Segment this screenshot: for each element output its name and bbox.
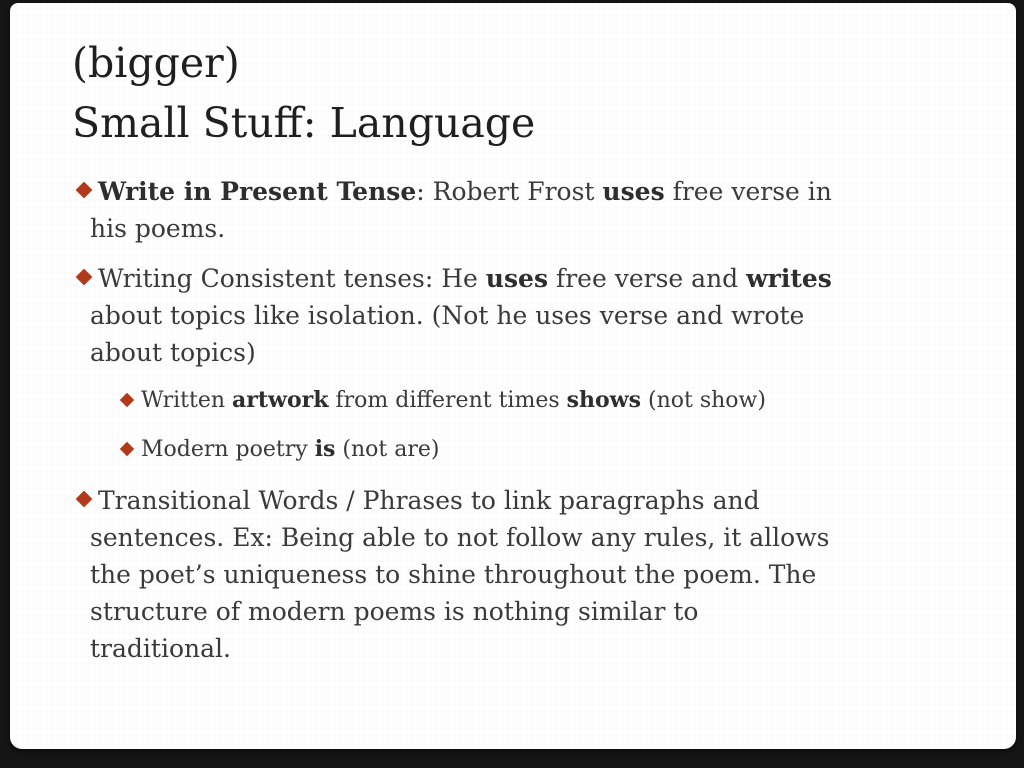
subbullet-text: Written xyxy=(141,388,233,413)
bullet-text: Transitional Words / Phrases to link paragraphs and xyxy=(98,486,760,515)
subbullet-bold-word: shows xyxy=(566,387,642,413)
bullet-bold-word: uses xyxy=(602,177,665,206)
bullet-consistent-tenses xyxy=(74,260,954,371)
subbullet-text: (not are) xyxy=(335,437,440,462)
subbullet-text: (not show) xyxy=(641,388,766,413)
diamond-bullet-icon xyxy=(120,393,134,407)
bullet-text: the poet’s uniqueness to shine throughout the poem. The xyxy=(90,560,817,589)
subbullet-bold-word: is xyxy=(314,436,336,462)
slide xyxy=(10,3,1016,749)
bullet-bold-word: writes xyxy=(746,264,832,293)
bullet-bold-word: uses xyxy=(485,264,549,293)
bullet-text: about topics like isolation. (Not he uses verse and wrote xyxy=(90,301,805,330)
subbullet-modern-poetry xyxy=(118,433,954,466)
bullet-bold-lead: Write in Present Tense xyxy=(98,177,417,206)
bullet-text: free verse in xyxy=(664,177,832,206)
slide-title xyxy=(72,33,952,153)
bullet-text: traditional. xyxy=(90,634,231,663)
subbullet-text: from different times xyxy=(328,388,567,413)
bullet-text: his poems. xyxy=(90,214,226,243)
diamond-bullet-icon xyxy=(120,442,134,456)
subbullet-artwork xyxy=(118,384,954,417)
bullet-transitional-words xyxy=(74,482,954,667)
title-line-1: (bigger) xyxy=(72,39,240,87)
bullet-text: : Robert Frost xyxy=(416,177,603,206)
bullet-text: free verse and xyxy=(548,264,747,293)
slide-body xyxy=(74,173,954,680)
diamond-bullet-icon xyxy=(76,269,93,286)
diamond-bullet-icon xyxy=(76,182,93,199)
bullet-text: about topics) xyxy=(90,338,256,367)
bullet-text: structure of modern poems is nothing similar to xyxy=(90,597,699,626)
bullet-text: Writing Consistent tenses: He xyxy=(98,264,486,293)
bullet-text: sentences. Ex: Being able to not follow any rules, it allows xyxy=(90,523,830,552)
subbullet-text: Modern poetry xyxy=(141,437,315,462)
bullet-present-tense xyxy=(74,173,954,247)
title-line-2: Small Stuff: Language xyxy=(72,99,536,147)
diamond-bullet-icon xyxy=(76,491,93,508)
subbullet-bold-word: artwork xyxy=(232,387,329,413)
